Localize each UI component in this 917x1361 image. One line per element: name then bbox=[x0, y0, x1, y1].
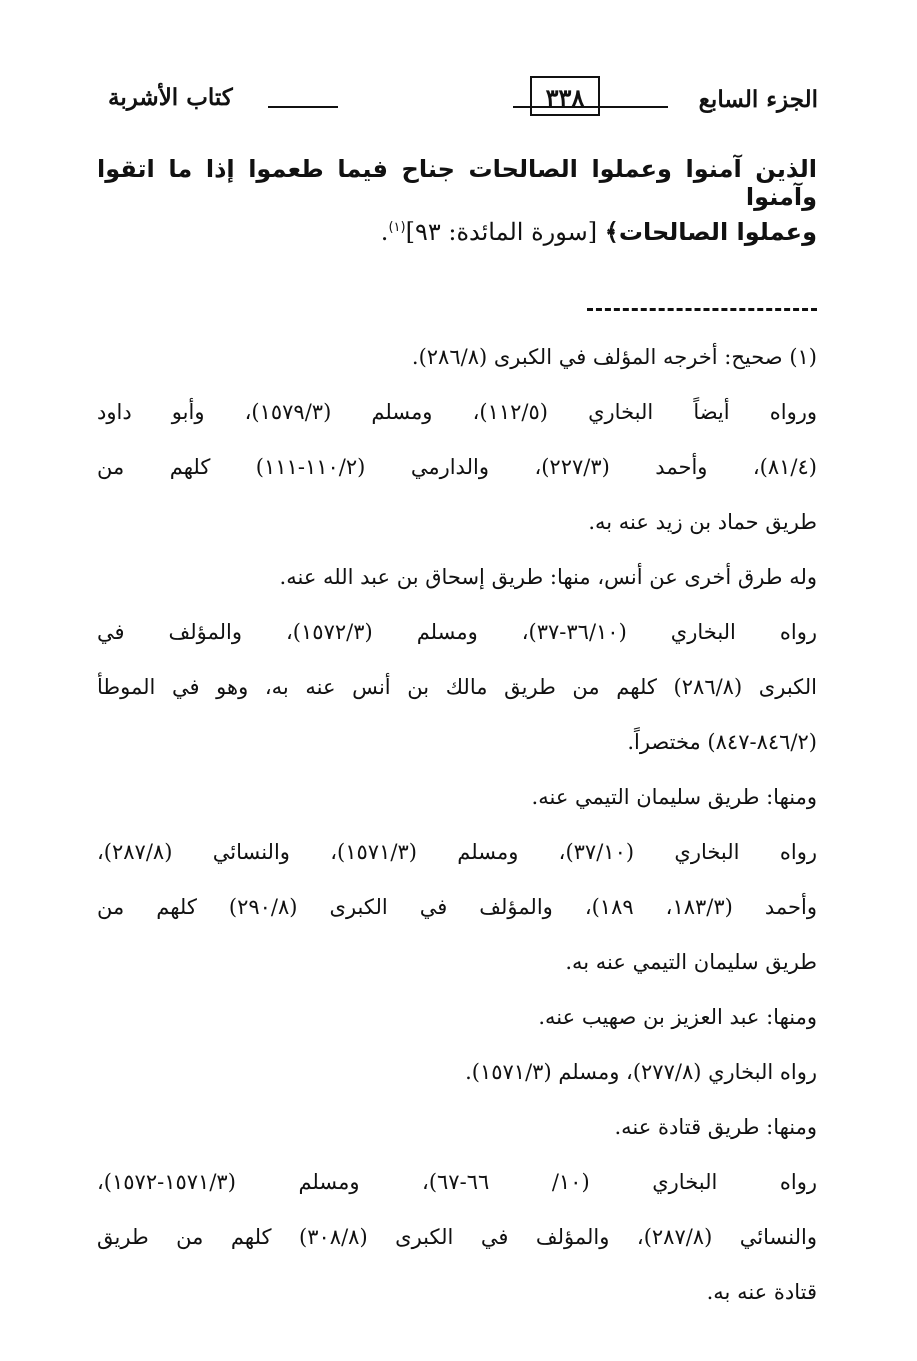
footnote-line: طريق حماد بن زيد عنه به. bbox=[588, 510, 817, 534]
footnote-marker: (١) bbox=[388, 220, 406, 235]
footnote-line: والنسائي (٢٨٧/٨)، والمؤلف في الكبرى (٣٠٨/٨) كلهم من طريق bbox=[97, 1225, 817, 1249]
footnote-line: (٨٤٦/٢-٨٤٧) مختصراً. bbox=[627, 730, 817, 754]
footnote-line: ومنها: طريق قتادة عنه. bbox=[614, 1115, 817, 1139]
footnote-line: وأحمد (١٨٣/٣، ١٨٩)، والمؤلف في الكبرى (٢٩٠/٨) كلهم من bbox=[97, 895, 817, 919]
footnote-line: رواه البخاري (١٠/ ٦٦-٦٧)، ومسلم (١٥٧١/٣-١٥٧٢)، bbox=[97, 1170, 817, 1194]
verse-line-1: الذين آمنوا وعملوا الصالحات جناح فيما طعموا إذا ما اتقوا وآمنوا bbox=[97, 155, 817, 211]
footnote-line: قتادة عنه به. bbox=[706, 1280, 817, 1304]
book-title: كتاب الأشربة bbox=[108, 84, 233, 111]
footnote-line: رواه البخاري (٣٧/١٠)، ومسلم (١٥٧١/٣)، والنسائي (٢٨٧/٨)، bbox=[97, 840, 817, 864]
page-number: ٣٣٨ bbox=[530, 76, 600, 116]
part-title: الجزء السابع bbox=[698, 86, 818, 113]
verse-line-2 bbox=[97, 218, 817, 246]
surah-reference: [سورة المائدة: ٩٣] bbox=[405, 218, 605, 246]
footnote-line: (٨١/٤)، وأحمد (٢٢٧/٣)، والدارمي (١١٠/٢-١١١) كلهم من bbox=[97, 455, 817, 479]
footnote-separator bbox=[587, 308, 817, 311]
running-header bbox=[100, 76, 818, 126]
footnote-line: رواه البخاري (٢٧٧/٨)، ومسلم (١٥٧١/٣). bbox=[465, 1060, 817, 1084]
footnote-line: رواه البخاري (٣٦/١٠-٣٧)، ومسلم (١٥٧٢/٣)، والمؤلف في bbox=[97, 620, 817, 644]
footnote-line: وله طرق أخرى عن أنس، منها: طريق إسحاق بن عبد الله عنه. bbox=[279, 565, 817, 589]
verse-end-dot: . bbox=[380, 218, 389, 246]
header-rule-left bbox=[268, 106, 338, 108]
verse-line-2-text: وعملوا الصالحات﴾ bbox=[604, 218, 817, 246]
footnote-line: ومنها: عبد العزيز بن صهيب عنه. bbox=[538, 1005, 817, 1029]
footnote-line: طريق سليمان التيمي عنه به. bbox=[565, 950, 817, 974]
footnote-line: (١) صحيح: أخرجه المؤلف في الكبرى (٢٨٦/٨). bbox=[411, 345, 817, 369]
footnote-line: الكبرى (٢٨٦/٨) كلهم من طريق مالك بن أنس عنه به، وهو في الموطأ bbox=[97, 675, 817, 699]
footnote-line: ورواه أيضاً البخاري (١١٢/٥)، ومسلم (١٥٧٩/٣)، وأبو داود bbox=[97, 400, 818, 424]
footnote-line: ومنها: طريق سليمان التيمي عنه. bbox=[531, 785, 817, 809]
